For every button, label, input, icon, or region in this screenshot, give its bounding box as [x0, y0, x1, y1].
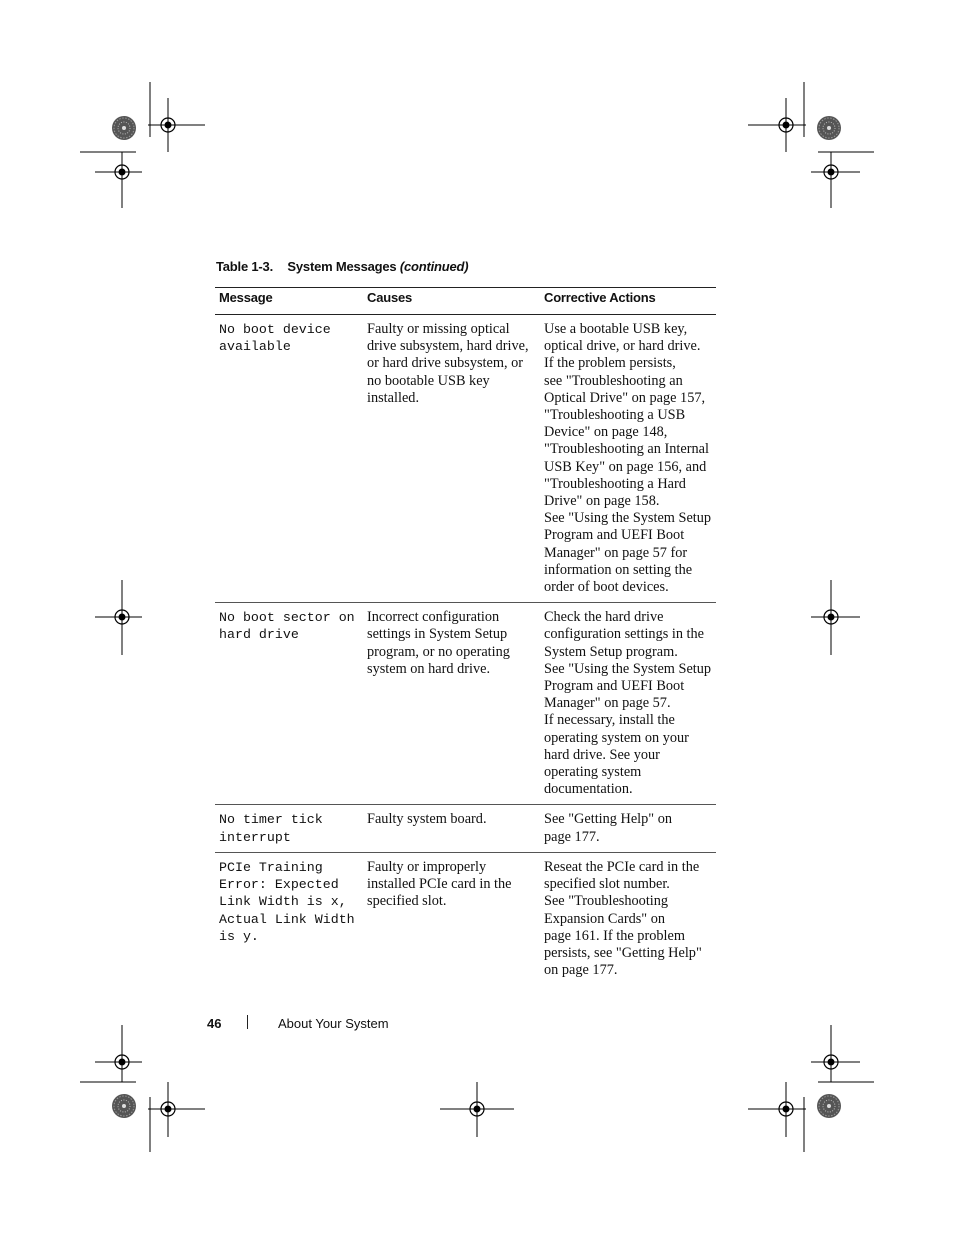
corrective-actions-cell: [540, 805, 716, 852]
cell-line: no bootable USB key: [367, 372, 490, 389]
table-body: [215, 315, 716, 986]
cell-line: Use a bootable USB key,: [544, 321, 688, 337]
cell-line: installed PCIe card in the: [367, 876, 512, 893]
cell-line: No boot device: [219, 322, 331, 337]
cell-line: Error: Expected: [219, 877, 339, 893]
cell-line: available: [219, 339, 291, 355]
footer-divider: [247, 1015, 248, 1029]
message-cell-text: [219, 321, 359, 355]
cell-line: operating system: [544, 764, 642, 781]
column-header-causes: Causes: [363, 288, 540, 315]
causes-cell: [363, 603, 540, 805]
cell-line: see "Troubleshooting an: [544, 372, 683, 389]
cell-line: If the problem persists,: [544, 355, 676, 372]
cell-line: page 161. If the problem: [544, 927, 685, 944]
system-messages-table: [215, 287, 716, 985]
cell-line: See "Using the System Setup: [544, 510, 712, 527]
cell-line: interrupt: [219, 829, 291, 845]
table-continued-label: (continued): [399, 259, 469, 274]
cell-line: Reseat the PCIe card in the: [544, 858, 700, 875]
cell-line: Link Width is x,: [219, 894, 347, 910]
causes-cell-text: [367, 811, 536, 828]
cell-line: "Troubleshooting a Hard: [544, 475, 686, 492]
column-header-corrective-actions: Corrective Actions: [540, 288, 716, 315]
cell-line: drive subsystem, hard drive,: [367, 338, 529, 355]
cell-line: Actual Link Width: [219, 911, 355, 927]
cell-line: system on hard drive.: [367, 660, 491, 677]
cell-line: is y.: [219, 928, 259, 944]
cell-line: configuration settings in the: [544, 626, 705, 643]
page-number: 46: [207, 1016, 222, 1031]
corrective-actions-cell-text: [544, 321, 712, 596]
message-cell: [215, 603, 363, 805]
cell-line: USB Key" on page 156, and: [544, 458, 707, 475]
cell-line: operating system on your: [544, 729, 689, 746]
cell-line: specified slot number.: [544, 876, 670, 893]
cell-line: information on setting the: [544, 561, 693, 578]
cell-line: hard drive: [219, 627, 299, 643]
causes-cell: [363, 315, 540, 603]
table-title: System Messages: [287, 259, 397, 274]
cell-line: Faulty or improperly: [367, 858, 487, 875]
table-row: [215, 852, 716, 985]
cell-line: Faulty system board.: [367, 811, 487, 828]
cell-line: System Setup program.: [544, 643, 678, 660]
cell-line: Manager" on page 57.: [544, 695, 671, 712]
cell-line: Incorrect configuration: [367, 609, 500, 626]
cell-line: Program and UEFI Boot: [544, 678, 685, 695]
cell-line: order of boot devices.: [544, 579, 669, 596]
cell-line: on page 177.: [544, 962, 618, 979]
column-header-message: Message: [215, 288, 363, 315]
cell-line: program, or no operating: [367, 643, 510, 660]
message-cell: [215, 852, 363, 985]
causes-cell-text: [367, 609, 536, 678]
cell-line: Program and UEFI Boot: [544, 527, 685, 544]
cell-line: installed.: [367, 389, 420, 406]
cell-line: If necessary, install the: [544, 712, 675, 729]
causes-cell: [363, 805, 540, 852]
cell-line: Optical Drive" on page 157,: [544, 389, 706, 406]
table-caption: [216, 259, 468, 274]
chapter-title: About Your System: [278, 1016, 389, 1031]
corrective-actions-cell-text: [544, 609, 712, 798]
cell-line: page 177.: [544, 828, 600, 845]
cell-line: or hard drive subsystem, or: [367, 355, 524, 372]
cell-line: hard drive. See your: [544, 746, 660, 763]
cell-line: settings in System Setup: [367, 626, 508, 643]
corrective-actions-cell: [540, 315, 716, 603]
corrective-actions-cell: [540, 603, 716, 805]
cell-line: specified slot.: [367, 893, 447, 910]
cell-line: Manager" on page 57 for: [544, 544, 688, 561]
cell-line: No boot sector on: [219, 610, 355, 626]
corrective-actions-cell-text: [544, 811, 712, 845]
cell-line: See "Using the System Setup: [544, 660, 712, 677]
causes-cell-text: [367, 859, 536, 911]
cell-line: Device" on page 148,: [544, 424, 668, 441]
cell-line: Expansion Cards" on: [544, 910, 665, 927]
cell-line: persists, see "Getting Help": [544, 944, 702, 961]
table-row: [215, 805, 716, 852]
cell-line: documentation.: [544, 781, 633, 798]
message-cell-text: [219, 811, 359, 845]
message-cell-text: [219, 859, 359, 945]
table-row: [215, 603, 716, 805]
cell-line: See "Getting Help" on: [544, 811, 673, 828]
message-cell: [215, 315, 363, 603]
table-header-row: [215, 288, 716, 315]
cell-line: PCIe Training: [219, 859, 323, 875]
causes-cell: [363, 852, 540, 985]
causes-cell-text: [367, 321, 536, 407]
cell-line: optical drive, or hard drive.: [544, 338, 701, 355]
cell-line: Faulty or missing optical: [367, 321, 510, 337]
cell-line: Check the hard drive: [544, 609, 664, 626]
cell-line: Drive" on page 158.: [544, 493, 660, 510]
cell-line: "Troubleshooting a USB: [544, 407, 686, 424]
cell-line: No timer tick: [219, 812, 323, 828]
table-row: [215, 315, 716, 603]
table-number: Table 1-3.: [216, 259, 274, 274]
corrective-actions-cell: [540, 852, 716, 985]
message-cell-text: [219, 609, 359, 643]
message-cell: [215, 805, 363, 852]
cell-line: See "Troubleshooting: [544, 893, 669, 910]
cell-line: "Troubleshooting an Internal: [544, 441, 709, 458]
corrective-actions-cell-text: [544, 859, 712, 979]
